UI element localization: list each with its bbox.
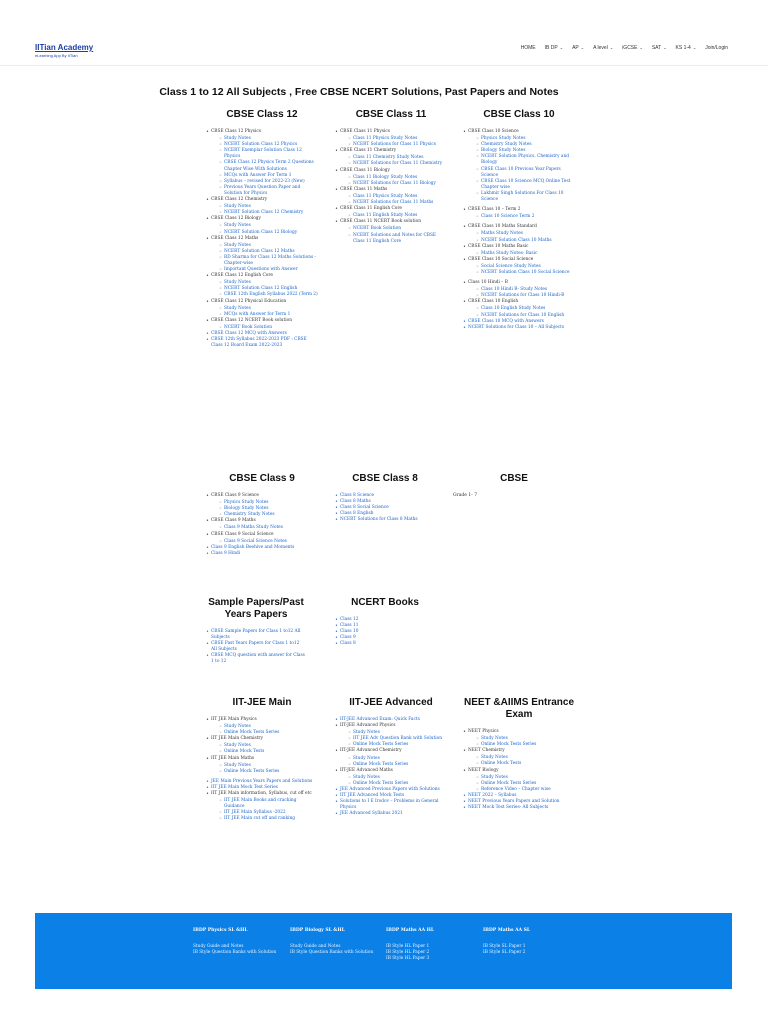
sub-list-item[interactable]: ◦ Physics Study Notes	[468, 136, 575, 142]
sub-list-item[interactable]: ◦ Study Notes	[211, 280, 318, 286]
footer-link[interactable]: IB Style Question Banks with Solution	[290, 950, 374, 956]
sub-list	[211, 743, 318, 755]
sub-list	[340, 730, 447, 748]
footer-column	[193, 928, 278, 956]
sub-list-item[interactable]: ◦ Study Notes	[340, 756, 447, 762]
list-group	[206, 717, 318, 736]
nav-item[interactable]	[676, 45, 697, 51]
section-title: IIT-JEE Advanced	[349, 697, 433, 708]
group-label: IIT JEE Main Chemistry	[211, 736, 263, 742]
sub-list-item[interactable]: ◦ NCERT Solutions for Class 11 Biology	[340, 181, 447, 187]
sub-list	[340, 194, 447, 206]
sub-list-item[interactable]: ◦ Study Notes	[211, 204, 318, 210]
logo-title[interactable]: IITian Academy	[35, 43, 94, 52]
sub-list-item[interactable]: ◦ NCERT Solutions for Class 10 English	[468, 313, 575, 319]
sub-list-item[interactable]: ◦ Online Mock Tests Series	[211, 769, 318, 775]
sub-list-item[interactable]: ◦ Chemistry Study Notes	[468, 142, 575, 148]
section-ncert	[335, 597, 435, 647]
section-title: CBSE Class 9	[229, 473, 295, 484]
footer-link[interactable]: IB Style HL Paper 1	[386, 944, 430, 949]
list-item[interactable]: • Class 12	[335, 617, 435, 623]
nav-item-label[interactable]: iGCSE	[622, 45, 638, 51]
sub-list-item[interactable]: ◦ Lakhmir Singh Solutions For Class 10 Science	[468, 191, 575, 203]
section-class9	[206, 473, 318, 557]
sub-list	[468, 755, 575, 767]
list-item-link[interactable]: • NEET 2022 – Syllabus	[463, 793, 575, 799]
group-label: CBSE Class 10 English	[468, 299, 519, 305]
sub-list	[340, 136, 447, 148]
list-item[interactable]: • NCERT Solutions for Class 8 Maths	[335, 517, 435, 523]
list-group	[463, 280, 575, 299]
sub-list-item[interactable]: ◦ Syllabus – revised for 2022-23 (New)	[211, 179, 318, 185]
group-label: CBSE Class 11 English Core	[340, 206, 402, 212]
sub-list-item[interactable]: ◦ Study Notes	[468, 775, 575, 781]
sub-list	[340, 226, 447, 244]
sub-list-item[interactable]: ◦ NCERT Solution Class 12 English	[211, 286, 318, 292]
sub-list-item[interactable]: ◦ Previous Years Question Paper and Solution for Physics	[211, 185, 318, 197]
site-footer	[35, 913, 732, 989]
sub-list	[211, 280, 318, 298]
sub-list-item[interactable]: ◦ NCERT Solutions for Class 10 Hindi-B	[468, 293, 575, 299]
group-label: IIT-JEE Advanced Maths	[340, 767, 393, 773]
sub-list-item[interactable]: ◦ NCERT Book Solution	[340, 226, 447, 232]
nav-item-label[interactable]: KS 1-4	[675, 45, 691, 51]
sub-list	[211, 724, 318, 736]
list-group	[335, 187, 447, 206]
site-logo[interactable]	[35, 43, 93, 58]
sub-list-item[interactable]: ◦ NCERT Solutions for Class 11 Chemistry	[340, 161, 447, 167]
chevron-down-icon: ⌄	[580, 45, 585, 50]
list-item-link[interactable]: • JEE Main Previous Years Papers and Solutions	[206, 779, 318, 785]
group-label: CBSE Class 10 Maths Standard	[468, 224, 537, 230]
list-item[interactable]: • CBSE Past Years Papers for Class 1 to12 All Subjects	[206, 641, 306, 653]
footer-heading: IBDP Physics SL &HL	[193, 928, 248, 933]
section-title: IIT-JEE Main	[232, 697, 292, 708]
sub-list-item[interactable]: ◦ Maths Study Notes	[468, 231, 575, 237]
list-group	[463, 729, 575, 748]
section-title: CBSE Class 12	[226, 109, 298, 120]
list-group	[206, 197, 318, 216]
section-list	[463, 729, 575, 811]
site-header	[0, 0, 768, 66]
list-item-link[interactable]: • CBSE Class 10 MCQ with Answers	[463, 319, 575, 325]
sub-list-item[interactable]: ◦ Important Questions with Answer	[211, 267, 318, 273]
sub-list-item[interactable]: ◦ Class 9 Social Science Notes	[211, 539, 318, 545]
sub-list-item[interactable]: ◦ Biology Study Notes	[211, 506, 318, 512]
list-group	[335, 219, 447, 244]
sub-list-item[interactable]: ◦ NCERT Solution Class 12 Physics	[211, 142, 318, 148]
nav-item[interactable]	[705, 45, 728, 51]
sub-list-item[interactable]: ◦ Online Mock Tests Series	[211, 730, 318, 736]
sub-list-item[interactable]: ◦ Study Notes	[211, 724, 318, 730]
sub-list-item[interactable]: ◦ Study Notes	[468, 736, 575, 742]
group-label: CBSE Class 10 Maths Basic	[468, 243, 529, 249]
footer-link[interactable]: Study Guide and Notes	[193, 944, 244, 949]
sub-list-item[interactable]: ◦ Class 11 Biology Study Notes	[340, 175, 447, 181]
sub-list-item[interactable]: ◦ Study Notes	[340, 730, 447, 736]
list-group	[463, 244, 575, 257]
nav-item-label[interactable]: IB DP	[544, 45, 558, 51]
logo-tagline: eLearning App By IITian	[35, 53, 78, 58]
list-item[interactable]: • Class 11	[335, 623, 435, 629]
nav-item-label[interactable]: Join/Login	[705, 45, 728, 51]
list-group	[463, 129, 575, 203]
list-item-link[interactable]: • Class 9 English Beehive and Moments	[206, 545, 318, 551]
sub-list	[340, 775, 447, 787]
section-class12	[206, 109, 318, 349]
sub-list-item[interactable]: ◦ Online Mock Tests	[211, 749, 318, 755]
group-label: IIT JEE Main Maths	[211, 755, 255, 761]
nav-item[interactable]	[622, 45, 643, 51]
group-label: IIT JEE Main Physics	[211, 717, 257, 722]
sub-list-item[interactable]: ◦ Study Notes	[211, 306, 318, 312]
group-label: CBSE Class 12 NCERT Book solution	[211, 317, 292, 323]
list-group	[206, 216, 318, 235]
sub-list	[468, 214, 575, 220]
sub-list-item[interactable]: ◦ RD Sharma for Class 12 Maths Solutions -Chapter-wise	[211, 255, 318, 267]
sub-list-item[interactable]: ◦ NCERT Solution Physics, Chemistry and Biology	[468, 154, 575, 166]
group-label: CBSE Class 10 – Term 2	[468, 207, 521, 213]
list-item-link[interactable]: • NEET Mock Test Series- All Subjects	[463, 805, 575, 811]
sub-list	[211, 306, 318, 318]
list-group	[206, 532, 318, 545]
list-group	[463, 768, 575, 793]
group-label: CBSE Class 12 Physical Education	[211, 298, 287, 304]
list-item-link[interactable]: • JEE Advanced Syllabus 2021	[335, 811, 447, 817]
sub-list-item[interactable]: ◦ NCERT Solution Class 12 Maths	[211, 249, 318, 255]
sub-list-item[interactable]: ◦ IIT JEE Main Syllabus -2022	[211, 810, 318, 816]
group-label: NEET Chemistry	[468, 748, 505, 754]
sub-list-item[interactable]: ◦ NCERT Solution Class 12 Biology	[211, 230, 318, 236]
sub-list	[468, 231, 575, 243]
section-class10	[463, 109, 575, 331]
footer-heading: IBDP Biology SL &HL	[290, 928, 345, 933]
footer-link[interactable]: Study Guide and Notes	[290, 944, 341, 949]
list-group	[206, 736, 318, 755]
sub-list	[468, 736, 575, 748]
sub-list-item[interactable]: ◦ Study Notes	[211, 743, 318, 749]
page-title: Class 1 to 12 All Subjects , Free CBSE NCERT Solutions, Past Papers and Notes	[159, 86, 559, 98]
section-title: NEET &AIIMS Entrance Exam	[463, 697, 575, 720]
group-label: CBSE Class 9 Maths	[211, 518, 256, 524]
footer-link[interactable]: IB Style SL Paper 1	[483, 944, 526, 949]
list-item-link[interactable]: • IIT-JEE Advanced Exam: Quick Facts	[335, 717, 447, 723]
list-item[interactable]: • Class 8 Social Science	[335, 505, 435, 511]
chevron-down-icon: ⌄	[692, 45, 697, 50]
group-label: CBSE Class 11 Biology	[340, 167, 390, 173]
group-label: CBSE Class 12 Physics	[211, 129, 262, 134]
group-label: IIT-JEE Advanced Physics	[340, 723, 396, 729]
nav-item-label[interactable]: AP	[572, 45, 579, 51]
list-group	[335, 723, 447, 748]
list-item-link[interactable]: • CBSE Class 12 MCQ with Answers	[206, 331, 318, 337]
sub-list	[468, 306, 575, 318]
sub-list-item[interactable]: ◦ Reference Video – Chapter wise	[468, 787, 575, 793]
sub-list	[468, 136, 575, 203]
sub-list-item[interactable]: ◦ NCERT Solutions for Class 11 Maths	[340, 200, 447, 206]
sub-list-item[interactable]: ◦ Class 10 Hindi B- Study Notes	[468, 287, 575, 293]
sub-list-item[interactable]: ◦ Online Mock Tests Series	[340, 781, 447, 787]
sub-list	[340, 175, 447, 187]
section-neet	[463, 697, 575, 811]
list-group	[206, 318, 318, 331]
list-item[interactable]: • Class 10	[335, 629, 435, 635]
sub-list-item[interactable]: ◦ NCERT Solution Class 10 Maths	[468, 238, 575, 244]
group-label: CBSE Class 9 Social Science	[211, 531, 274, 537]
footer-column	[483, 928, 568, 956]
footer-column	[386, 928, 471, 962]
nav-item-label[interactable]: SAT	[651, 45, 662, 51]
nav-item[interactable]	[593, 45, 613, 51]
section-title: Sample Papers/Past Years Papers	[208, 597, 304, 620]
sub-list	[211, 136, 318, 197]
group-label: CBSE Class 12 Chemistry	[211, 197, 268, 203]
list-item-link[interactable]: • IIT JEE Advanced Mock Tests	[335, 793, 447, 799]
group-label: CBSE Class 11 NCERT Book solution	[340, 219, 421, 225]
section-text: Grade 1- 7	[453, 493, 478, 498]
group-label: NEET Biology	[468, 767, 499, 773]
list-item[interactable]: • Class 8 Science	[335, 493, 435, 499]
list-group	[335, 148, 447, 167]
group-label: NEET Physics	[468, 729, 499, 734]
list-group	[206, 273, 318, 298]
sub-list	[340, 756, 447, 768]
list-group	[206, 791, 318, 822]
sub-list-item[interactable]: ◦ NCERT Book Solution	[211, 325, 318, 331]
list-item-link[interactable]: • NCERT Solutions for Class 10 – All Subjects	[463, 325, 575, 331]
chevron-down-icon: ⌄	[639, 45, 643, 50]
list-group	[335, 129, 447, 148]
sub-list-item[interactable]: ◦ Study Notes	[211, 136, 318, 142]
sub-list	[211, 223, 318, 235]
sub-list-item[interactable]: ◦ IIT JEE Adv Question Bank with Solution	[340, 736, 447, 742]
list-item-link[interactable]: • JEE Advanced Previous Papers with Solutions	[335, 787, 447, 793]
list-group	[463, 224, 575, 243]
list-group	[463, 299, 575, 318]
nav-item[interactable]	[652, 45, 667, 51]
list-group	[206, 493, 318, 518]
sub-list-item[interactable]: ◦ Maths Study Notes- Basic	[468, 251, 575, 257]
nav-item[interactable]	[572, 45, 584, 51]
list-group	[206, 518, 318, 531]
sub-list-item[interactable]: ◦ Class 10 English Study Notes	[468, 306, 575, 312]
list-item[interactable]: • Class 8	[335, 641, 435, 647]
sub-list-item[interactable]: ◦ Study Notes	[211, 243, 318, 249]
footer-link[interactable]: IB Style HL Paper 2	[386, 950, 430, 956]
sub-list-item[interactable]: ◦ CBSE Class 12 Physics Term 2 Questions Chapter Wise With Solutions	[211, 160, 318, 172]
list-item[interactable]: • Class 9	[335, 635, 435, 641]
section-list	[335, 617, 435, 647]
sub-list-item[interactable]: ◦ CBSE 12th English Syllabus 2022 (Term 2)	[211, 292, 318, 298]
nav-item[interactable]	[521, 45, 536, 51]
section-list	[335, 493, 435, 523]
sub-list	[340, 155, 447, 167]
list-item[interactable]: • Class 8 English	[335, 511, 435, 517]
list-item[interactable]: • CBSE Sample Papers for Class 1 to12 All Subjects	[206, 629, 306, 641]
list-item-link[interactable]: • CBSE 12th Syllabus 2022-2023 PDF : CBSE Class 12 Board Exam 2022-2023	[206, 337, 318, 349]
list-group	[335, 748, 447, 767]
sub-list-item[interactable]: ◦ Study Notes	[468, 755, 575, 761]
sub-list	[211, 763, 318, 775]
chevron-down-icon: ⌄	[559, 45, 564, 50]
nav-item-label[interactable]: A level	[593, 45, 608, 51]
sub-list-item[interactable]: ◦ Study Notes	[211, 763, 318, 769]
main-nav	[521, 45, 728, 51]
group-label: CBSE Class 10 Science	[468, 129, 519, 134]
sub-list-item[interactable]: ◦ Biology Study Notes	[468, 148, 575, 154]
footer-link[interactable]: IB Style Question Banks with Solution	[193, 950, 277, 956]
section-sample	[206, 597, 306, 666]
section-list	[206, 717, 318, 823]
sub-list-item[interactable]: ◦ Chemistry Study Notes	[211, 512, 318, 518]
sub-list	[211, 798, 318, 822]
section-class8	[335, 473, 435, 523]
sub-list-item[interactable]: ◦ IIT JEE Main cut off and ranking	[211, 816, 318, 822]
group-label: Class 10 Hindi – B	[468, 280, 508, 286]
footer-column	[290, 928, 375, 956]
sub-list-item[interactable]: ◦ Class 11 Chemistry Study Notes	[340, 155, 447, 161]
sub-list-item[interactable]: ◦ CBSE Class 10 Previous Year Papers Science	[468, 167, 575, 179]
sub-list-item[interactable]: ◦ Class 10 Science Term 2	[468, 214, 575, 220]
sub-list-item[interactable]: ◦ MCQs with Answer For Term 1	[211, 173, 318, 179]
sub-list-item[interactable]: ◦ Class 9 Maths Study Notes	[211, 525, 318, 531]
list-group	[463, 748, 575, 767]
group-label: CBSE Class 10 Social Science	[468, 256, 534, 262]
list-item[interactable]: • Class 8 Maths	[335, 499, 435, 505]
sub-list-item[interactable]: ◦ Class 11 Physics Study Notes	[340, 194, 447, 200]
sub-list	[468, 287, 575, 299]
footer-link[interactable]: IB Style HL Paper 3	[386, 956, 430, 962]
sub-list	[211, 204, 318, 216]
section-list	[206, 129, 318, 349]
section-title: CBSE Class 11	[355, 109, 427, 120]
section-title: CBSE	[500, 473, 528, 484]
list-item-link[interactable]: • NEET Previous Years Papers and Solution	[463, 799, 575, 805]
section-list	[206, 629, 306, 666]
section-jeemain	[206, 697, 318, 823]
list-group	[335, 768, 447, 787]
list-group	[335, 206, 447, 219]
list-group	[206, 129, 318, 197]
sub-list-item[interactable]: ◦ Online Mock Tests Series	[340, 762, 447, 768]
sub-list-item[interactable]: ◦ Social Science Study Notes	[468, 264, 575, 270]
sub-list-item[interactable]: ◦ NCERT Solutions and Notes for CBSE Class 11 English Core	[340, 233, 447, 245]
section-list	[335, 129, 447, 245]
sub-list-item[interactable]: ◦ NCERT Solutions for Class 11 Physics	[340, 142, 447, 148]
sub-list-item[interactable]: ◦ Physics Study Notes	[211, 500, 318, 506]
footer-link[interactable]: IB Style SL Paper 2	[483, 950, 526, 956]
list-group	[206, 236, 318, 274]
group-label: CBSE Class 9 Science	[211, 493, 259, 498]
sub-list	[211, 243, 318, 273]
list-group	[206, 299, 318, 318]
list-item-link[interactable]: • Class 9 Hindi	[206, 551, 318, 557]
sub-list-item[interactable]: ◦ Online Mock Tests Series	[340, 742, 447, 748]
sub-list-item[interactable]: ◦ NCERT Solution Class 10 Social Science	[468, 270, 575, 276]
group-label: CBSE Class 11 Chemistry	[340, 148, 397, 154]
section-title: NCERT Books	[351, 597, 419, 608]
nav-item[interactable]	[545, 45, 563, 51]
sub-list	[468, 775, 575, 793]
group-label: CBSE Class 11 Physics	[340, 129, 391, 134]
sub-list-item[interactable]: ◦ Class 11 English Study Notes	[340, 213, 447, 219]
list-item-link[interactable]: • Solutions to I E Irodov – Problems in General Physics	[335, 799, 447, 811]
list-group	[206, 756, 318, 775]
list-item-link[interactable]: • IIT JEE Main Mock Test Series	[206, 785, 318, 791]
sub-list-item[interactable]: ◦ Study Notes	[340, 775, 447, 781]
section-list	[463, 129, 575, 331]
nav-item-label[interactable]: HOME	[520, 45, 536, 51]
section-cbse	[455, 473, 573, 498]
sub-list-item[interactable]: ◦ NCERT Exemplar Solution Class 12 Physics	[211, 148, 318, 160]
section-list	[335, 717, 447, 818]
list-group	[463, 207, 575, 220]
sub-list-item[interactable]: ◦ Study Notes	[211, 223, 318, 229]
group-label: IIT JEE Main information, Syllabus, cut off etc	[211, 791, 312, 797]
footer-heading: IBDP Maths AA HL	[386, 928, 435, 933]
sub-list	[211, 500, 318, 518]
list-item[interactable]: • CBSE MCQ question with answer for Class 1 to 12	[206, 653, 306, 665]
sub-list-item[interactable]: ◦ Online Mock Tests Series	[468, 742, 575, 748]
sub-list-item[interactable]: ◦ Online Mock Tests	[468, 761, 575, 767]
sub-list-item[interactable]: ◦ CBSE Class 10 Science MCQ Online Test Chapter wise	[468, 179, 575, 191]
sub-list	[468, 264, 575, 276]
sub-list-item[interactable]: ◦ NCERT Solution Class 12 Chemistry	[211, 210, 318, 216]
list-group	[335, 168, 447, 187]
group-label: CBSE Class 12 Maths	[211, 235, 259, 241]
group-label: IIT-JEE Advanced Chemistry	[340, 748, 402, 754]
footer-heading: IBDP Maths AA SL	[483, 928, 531, 933]
list-group	[463, 257, 575, 276]
sub-list-item[interactable]: ◦ Class 11 Physics Study Notes	[340, 136, 447, 142]
sub-list-item[interactable]: ◦ Online Mock Tests Series	[468, 781, 575, 787]
section-title: CBSE Class 8	[352, 473, 418, 484]
sub-list-item[interactable]: ◦ MCQs with Answer for Term 1	[211, 312, 318, 318]
group-label: CBSE Class 11 Maths	[340, 186, 388, 192]
section-title: CBSE Class 10	[483, 109, 555, 120]
section-jeeadv	[335, 697, 447, 818]
sub-list-item[interactable]: ◦ IIT JEE Main Books and cracking Guidance	[211, 798, 318, 810]
section-class11	[335, 109, 447, 245]
chevron-down-icon: ⌄	[663, 45, 667, 50]
section-list	[206, 493, 318, 557]
group-label: CBSE Class 12 Biology	[211, 216, 261, 222]
chevron-down-icon: ⌄	[609, 45, 614, 50]
group-label: CBSE Class 12 English Core	[211, 273, 273, 279]
